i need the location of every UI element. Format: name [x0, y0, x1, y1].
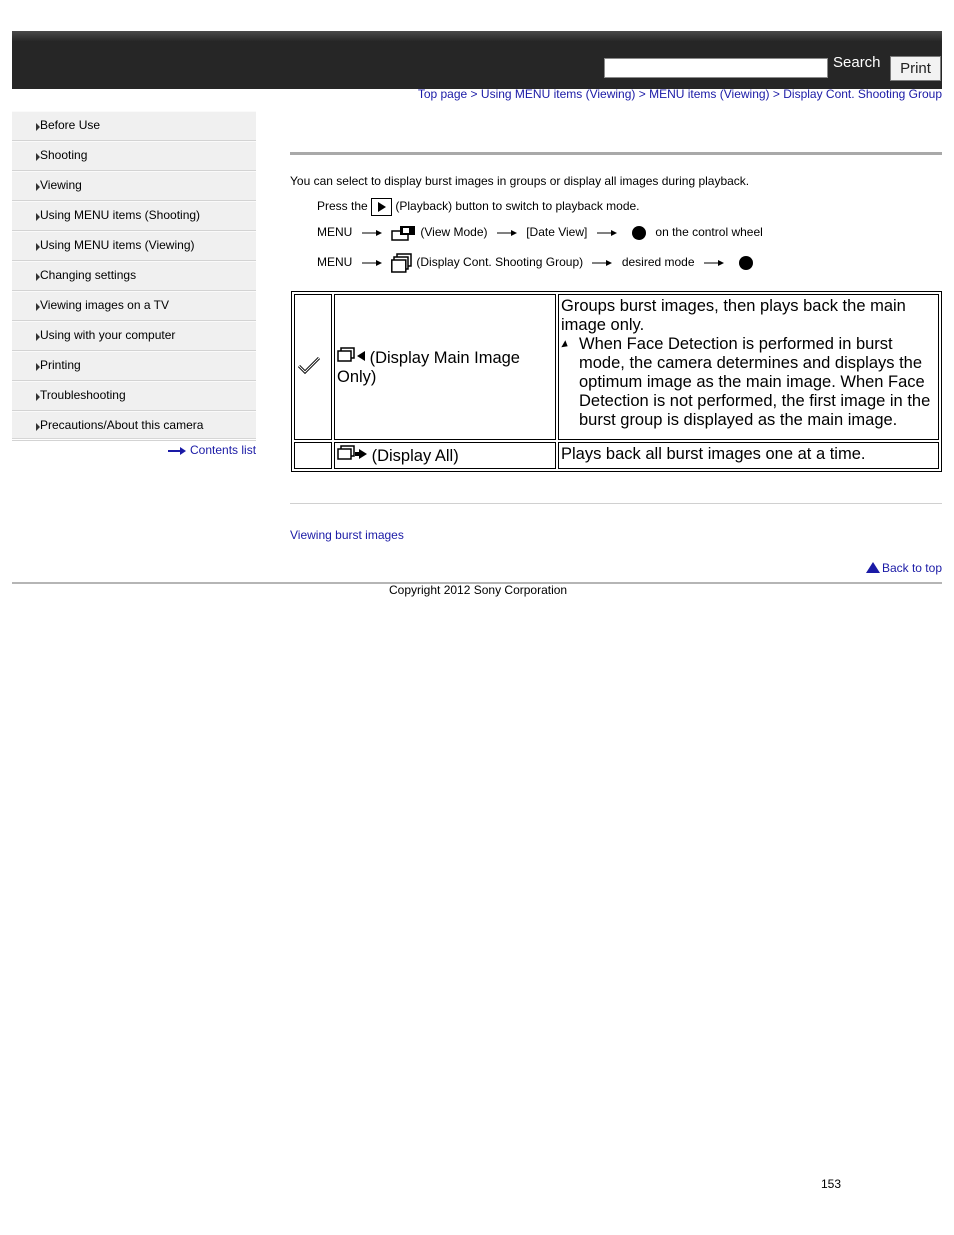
sidebar-item-printing[interactable]	[12, 351, 256, 381]
note-text: When Face Detection is performed in burst mode, the camera determines and displays the optimum image as the main image. When Face Detection is not performed, the first image in the burst group is displayed as the main image.	[579, 335, 931, 429]
step-3	[317, 253, 759, 273]
view-mode-icon	[391, 224, 417, 242]
breadcrumb-separator: >	[467, 87, 481, 101]
note-bullet-icon	[561, 340, 569, 349]
playback-icon	[371, 198, 392, 216]
option-description: Plays back all burst images one at a time.	[558, 442, 939, 469]
arrow-right-icon	[597, 230, 617, 236]
default-mark-cell	[294, 442, 332, 469]
breadcrumb-top-page[interactable]: Top page	[417, 87, 468, 101]
option-description: Groups burst images, then plays back the main image only.	[561, 297, 906, 334]
control-wheel-label: on the control wheel	[655, 225, 763, 240]
arrow-right-icon	[362, 260, 382, 266]
title-divider	[290, 152, 942, 155]
breadcrumb-using-menu-viewing[interactable]: Using MENU items (Viewing)	[480, 87, 636, 101]
breadcrumb-separator: >	[769, 87, 784, 101]
print-button[interactable]: Print	[890, 56, 941, 81]
caret-right-icon	[36, 153, 40, 161]
caret-right-icon	[36, 333, 40, 341]
caret-right-icon	[36, 183, 40, 191]
option-name-cell	[334, 294, 556, 440]
burst-group-icon	[391, 253, 413, 273]
menu-label: MENU	[317, 225, 353, 240]
sidebar-item-label: Precautions/About this camera	[40, 418, 204, 432]
step-1-text: Press the	[317, 199, 368, 214]
sidebar-item-before-use[interactable]	[12, 111, 256, 141]
view-mode-label: (View Mode)	[420, 225, 488, 240]
display-cont-shooting-label: (Display Cont. Shooting Group)	[416, 255, 584, 270]
caret-right-icon	[36, 363, 40, 371]
page-number: 153	[821, 1177, 842, 1191]
caret-right-icon	[36, 303, 40, 311]
caret-right-icon	[36, 243, 40, 251]
copyright-text: Copyright 2012 Sony Corporation	[389, 583, 568, 597]
sidebar-item-viewing[interactable]	[12, 171, 256, 201]
sidebar-item-label: Viewing	[40, 178, 82, 192]
sidebar-item-label: Troubleshooting	[40, 388, 126, 402]
option-name: (Display All)	[371, 447, 459, 465]
option-name: (Display Main Image Only)	[337, 349, 520, 386]
sidebar-item-shooting[interactable]	[12, 141, 256, 171]
sidebar-item-troubleshooting[interactable]	[12, 381, 256, 411]
caret-right-icon	[36, 423, 40, 431]
back-to-top-link[interactable]	[866, 561, 942, 575]
sidebar-item-menu-viewing[interactable]	[12, 231, 256, 261]
contents-list-label: Contents list	[190, 443, 257, 457]
sidebar-item-label: Viewing images on a TV	[40, 298, 169, 312]
step-1-text-after: (Playback) button to switch to playback mode.	[395, 199, 640, 214]
desired-mode-label: desired mode	[621, 255, 695, 270]
arrow-right-icon	[704, 260, 724, 266]
table-row	[294, 442, 939, 469]
search-button[interactable]: Search	[833, 54, 881, 71]
note-item	[561, 335, 936, 430]
sidebar-item-label: Printing	[40, 358, 81, 372]
sidebar-item-label: Using MENU items (Viewing)	[40, 238, 195, 252]
sidebar-item-label: Changing settings	[40, 268, 137, 282]
arrow-right-icon	[362, 230, 382, 236]
step-1	[317, 198, 640, 216]
step-2	[317, 224, 763, 242]
caret-right-icon	[36, 393, 40, 401]
sidebar-item-changing-settings[interactable]	[12, 261, 256, 291]
caret-right-icon	[36, 123, 40, 131]
display-main-image-icon	[337, 347, 365, 365]
search-input[interactable]	[604, 58, 828, 78]
center-button-icon	[632, 226, 646, 240]
arrow-right-icon	[592, 260, 612, 266]
breadcrumb	[418, 87, 942, 101]
sidebar-nav	[12, 111, 256, 439]
related-link-viewing-burst[interactable]: Viewing burst images	[290, 528, 404, 542]
menu-label: MENU	[317, 255, 353, 270]
sidebar-item-label: Before Use	[40, 118, 101, 132]
sidebar-item-viewing-on-tv[interactable]	[12, 291, 256, 321]
caret-right-icon	[36, 273, 40, 281]
breadcrumb-menu-items-viewing[interactable]: MENU items (Viewing)	[649, 87, 770, 101]
options-table	[291, 291, 942, 472]
arrow-right-icon	[168, 447, 186, 455]
date-view-label: [Date View]	[526, 225, 588, 240]
display-all-icon	[337, 445, 367, 463]
section-divider	[290, 503, 942, 504]
arrow-up-icon	[866, 562, 880, 573]
intro-text: You can select to display burst images in groups or display all images during playback.	[290, 174, 750, 188]
option-name-cell	[334, 442, 556, 469]
sidebar-item-label: Using with your computer	[40, 328, 176, 342]
table-row	[294, 294, 939, 440]
caret-right-icon	[36, 213, 40, 221]
default-mark-cell	[294, 294, 332, 440]
contents-list-link[interactable]	[168, 443, 256, 457]
sidebar-item-computer[interactable]	[12, 321, 256, 351]
breadcrumb-current[interactable]: Display Cont. Shooting Group	[783, 87, 942, 101]
sidebar-item-label: Using MENU items (Shooting)	[40, 208, 201, 222]
back-to-top-label: Back to top	[881, 561, 942, 575]
option-desc-cell	[558, 294, 939, 440]
sidebar-item-precautions[interactable]	[12, 411, 256, 441]
center-button-icon	[739, 256, 753, 270]
arrow-right-icon	[497, 230, 517, 236]
sidebar-item-label: Shooting	[40, 148, 88, 162]
checkmark-icon	[297, 355, 321, 375]
sidebar-item-menu-shooting[interactable]	[12, 201, 256, 231]
breadcrumb-separator: >	[635, 87, 650, 101]
